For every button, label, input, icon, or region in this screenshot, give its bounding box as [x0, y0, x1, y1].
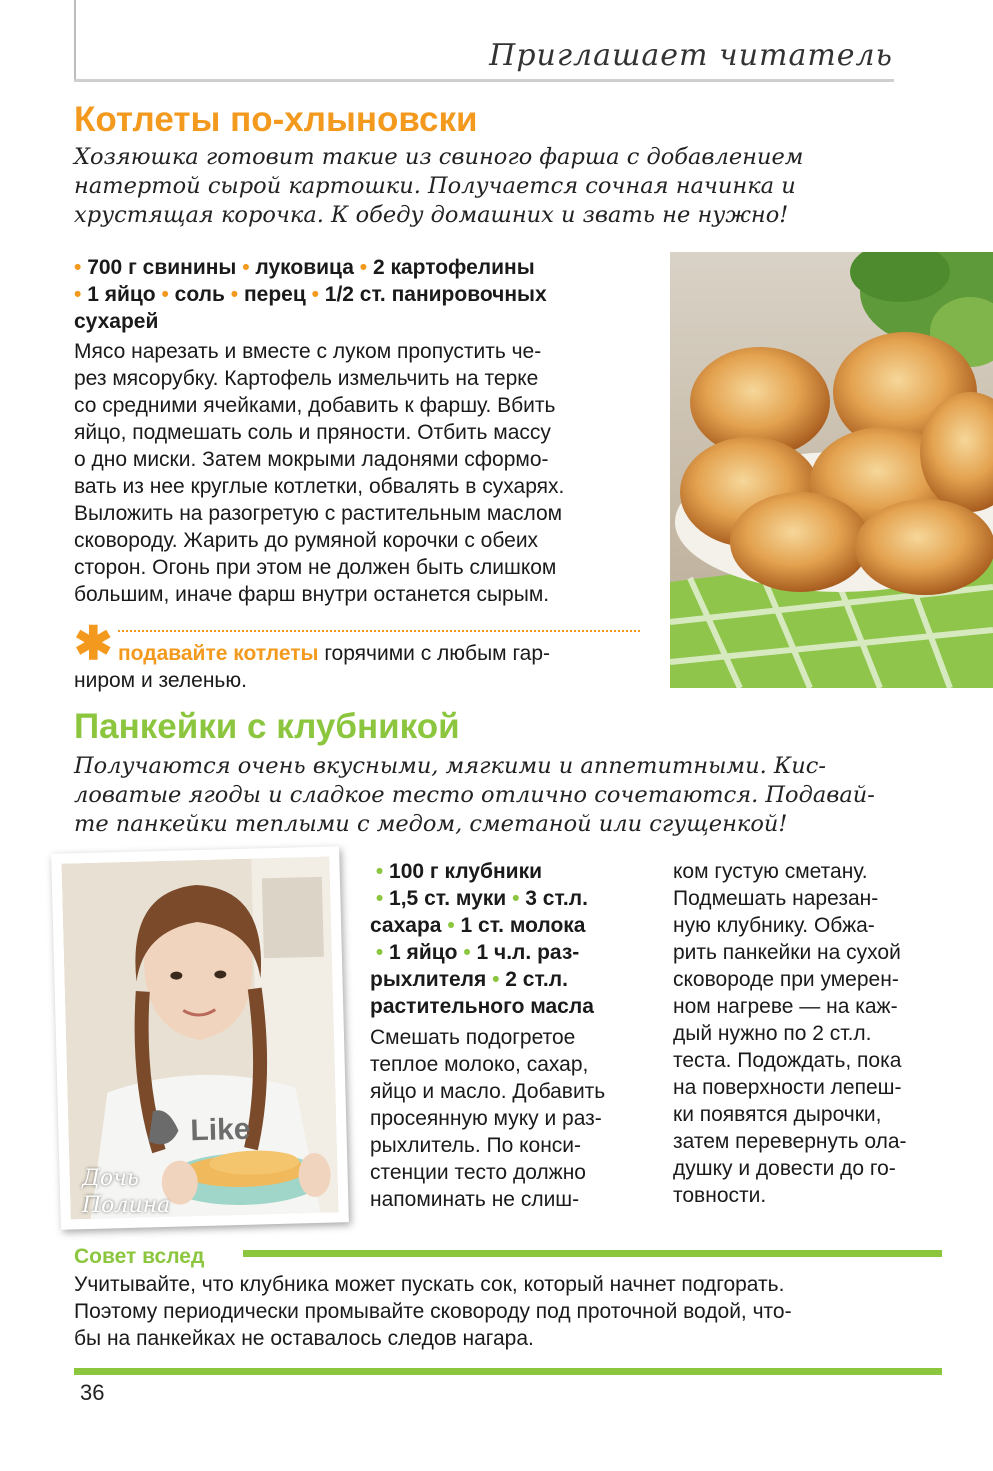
caption-line: Дочь: [82, 1166, 139, 1191]
serving-tip: [118, 640, 648, 667]
step-line: рить панкейки на сухой: [673, 941, 901, 964]
ingredient-line: растительного масла: [370, 995, 594, 1018]
step-line: сторон. Огонь при этом не должен быть слишком: [74, 556, 557, 579]
section-label: Приглашает читатель: [489, 38, 893, 73]
step-line: рез мясорубку. Картофель измельчить на терке: [74, 367, 539, 390]
ingredient: 1,5 ст. муки: [389, 887, 507, 910]
caption-line: Полина: [82, 1193, 171, 1218]
asterisk-icon: ✱: [74, 617, 113, 669]
recipe2-steps-col2: [673, 858, 953, 1209]
recipe2-lead: [74, 752, 964, 839]
ingredient: перец: [243, 283, 306, 306]
ingredient: сахара: [370, 914, 442, 937]
step-line: дый нужно по 2 ст.л.: [673, 1022, 872, 1045]
step-line: вать из нее круглые котлетки, обвалять в сухарях.: [74, 475, 565, 498]
ingredient-line: • 700 г свинины • луковица • 2 картофелины: [74, 256, 535, 279]
step-line: сковороду. Жарить до румяной корочки с обеих: [74, 529, 539, 552]
ingredient: луковица: [255, 256, 354, 279]
ingredient: рыхлителя: [370, 968, 487, 991]
recipe2-ingredients: [370, 858, 660, 1020]
lead-line: те панкейки теплыми с медом, сметаной или сгущенкой!: [74, 811, 788, 837]
recipe2-steps-col1: [370, 1024, 660, 1213]
ingredient: 700 г свинины: [87, 256, 237, 279]
photo-caption: [82, 1165, 170, 1219]
recipe1-ingredients: [74, 254, 654, 335]
recipe1-steps: [74, 338, 664, 608]
ingredient-line: • 100 г клубники: [375, 860, 542, 883]
step-line: просеянную муку и раз-: [370, 1107, 602, 1130]
ingredient-line: • 1 яйцо • 1 ч.л. раз-: [375, 941, 580, 964]
ingredient-line: • 1 яйцо • соль • перец • 1/2 ст. панировочных: [74, 283, 547, 306]
lead-line: Хозяюшка готовит такие из свиного фарша с добавлением: [74, 144, 804, 170]
tip-text: горячими с любым гар-: [324, 642, 550, 665]
step-line: рыхлитель. По конси-: [370, 1134, 582, 1157]
cutlets-photo: [670, 252, 993, 688]
step-line: душку и довести до го-: [673, 1157, 896, 1180]
shirt-lettering: Like: [189, 1112, 251, 1148]
bottom-rule: [74, 1368, 942, 1375]
step-line: Смешать подогретое: [370, 1026, 576, 1049]
advice-line: Поэтому периодически промывайте сковороду под проточной водой, что-: [74, 1300, 792, 1323]
step-line: ком густую сметану.: [673, 860, 868, 883]
step-line: Выложить на разогретую с растительным маслом: [74, 502, 563, 525]
header-rule: [74, 79, 894, 82]
ingredient: соль: [174, 283, 225, 306]
step-line: стенции тесто должно: [370, 1161, 586, 1184]
step-line: ном нагреве — на каж-: [673, 995, 898, 1018]
ingredient: 1 яйцо: [87, 283, 156, 306]
step-line: Мясо нарезать и вместе с луком пропустить че-: [74, 340, 542, 363]
recipe1-lead: [74, 143, 924, 230]
ingredient: 1 яйцо: [389, 941, 458, 964]
advice-line: Учитывайте, что клубника может пускать сок, который начнет подгорать.: [74, 1273, 785, 1296]
ingredient: 3 ст.л.: [525, 887, 588, 910]
step-line: яйцо и масло. Добавить: [370, 1080, 606, 1103]
ingredient: 1 ч.л. раз-: [476, 941, 580, 964]
ingredient: 100 г клубники: [389, 860, 542, 883]
ingredient-line: сухарей: [74, 310, 159, 333]
step-line: яйцо, подмешать соль и пряности. Отбить массу: [74, 421, 551, 444]
page-number: 36: [80, 1380, 105, 1405]
lead-line: хрустящая корочка. К обеду домашних и звать не нужно!: [74, 202, 789, 228]
advice-line: бы на панкейках не оставалось следов нагара.: [74, 1327, 534, 1350]
step-line: на поверхности лепеш-: [673, 1076, 902, 1099]
ingredient: 1/2 ст. панировочных: [324, 283, 547, 306]
recipe1-title: Котлеты по-хлыновски: [74, 100, 478, 139]
tip-divider: [118, 630, 640, 632]
step-line: ки появятся дырочки,: [673, 1103, 882, 1126]
step-line: товности.: [673, 1184, 767, 1207]
tip-accent: подавайте котлеты: [118, 642, 319, 665]
ingredient: 2 ст.л.: [505, 968, 568, 991]
advice-rule: [243, 1250, 942, 1257]
step-line: затем перевернуть ола-: [673, 1130, 907, 1153]
step-line: о дно миски. Затем мокрыми ладонями сформо-: [74, 448, 549, 471]
step-line: Подмешать нарезан-: [673, 887, 879, 910]
step-line: напоминать не слиш-: [370, 1188, 580, 1211]
step-line: сковороде при умерен-: [673, 968, 899, 991]
advice-title: Совет вслед: [74, 1245, 205, 1268]
ingredient: 1 ст. молока: [460, 914, 586, 937]
ingredient-line: сахара • 1 ст. молока: [370, 914, 586, 937]
lead-line: Получаются очень вкусными, мягкими и аппетитными. Кис-: [74, 753, 826, 779]
step-line: со средними ячейками, добавить к фаршу. Вбить: [74, 394, 556, 417]
step-line: ную клубнику. Обжа-: [673, 914, 875, 937]
advice-text: [74, 1271, 944, 1352]
step-line: большим, иначе фарш внутри останется сырым.: [74, 583, 550, 606]
ingredient: 2 картофелины: [372, 256, 535, 279]
cutlets-illustration: [670, 252, 993, 688]
step-line: теплое молоко, сахар,: [370, 1053, 589, 1076]
lead-line: натертой сырой картошки. Получается сочная начинка и: [74, 173, 796, 199]
tip-text-continued: ниром и зеленью.: [74, 669, 247, 692]
recipe2-title: Панкейки с клубникой: [74, 707, 460, 746]
lead-line: ловатые ягоды и сладкое тесто отлично сочетаются. Подавай-: [74, 782, 875, 808]
step-line: теста. Подождать, пока: [673, 1049, 902, 1072]
header-rule-vertical: [74, 0, 76, 80]
ingredient-line: рыхлителя • 2 ст.л.: [370, 968, 568, 991]
ingredient-line: • 1,5 ст. муки • 3 ст.л.: [375, 887, 588, 910]
